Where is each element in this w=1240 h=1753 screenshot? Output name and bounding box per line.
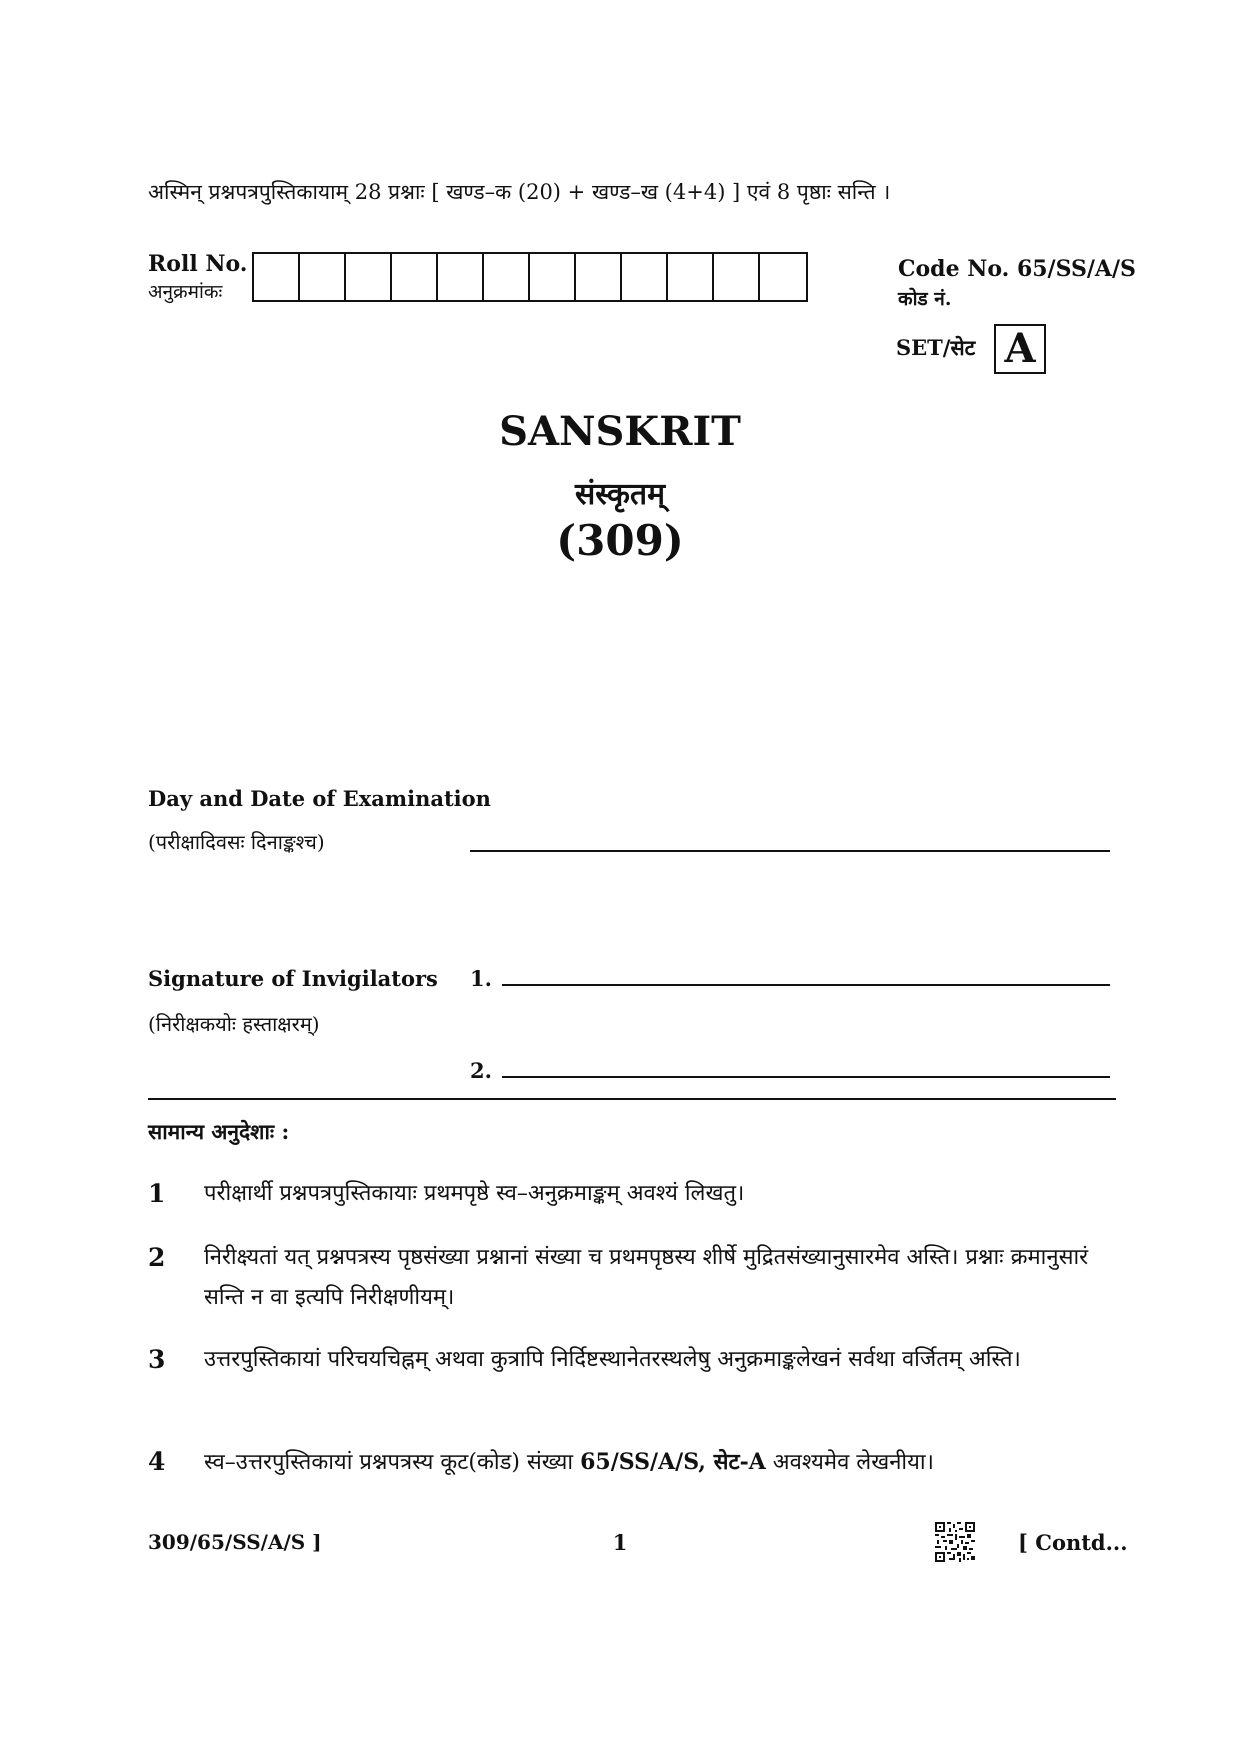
section-divider [148,1098,1116,1100]
instruction-text: उत्तरपुस्तिकायां परिचयचिह्नम् अथवा कुत्रापि निर्दिष्टस्थानेतरस्थलेषु अनुक्रमाङ्कलेखनं सर्वथा वर्जितम् अस्ति। [204,1347,1021,1372]
code-number-hi: कोड नं. [898,288,952,310]
invigilator-2-number: 2. [470,1058,492,1083]
qr-code-icon [935,1522,975,1562]
roll-digit-box[interactable] [484,254,530,300]
instruction-text-part: अवश्यमेव लेखनीया। [765,1450,934,1475]
instruction-text: निरीक्ष्यतां यत् प्रश्नपत्रस्य पृष्ठसंख्या प्रश्नानां संख्या च प्रथमपृष्ठस्य शीर्षे मुद्रितसंख्यानुसारमेव अस्ति। प्रश्नाः क्रमानुसारं सन्ति न वा इत्यपि निरीक्षणीयम्। [204,1245,1089,1310]
instruction-item [148,1238,1118,1318]
continued-label: [ Contd... [1018,1530,1128,1555]
roll-digit-box[interactable] [300,254,346,300]
invigilator-1-number: 1. [470,966,492,991]
instruction-text-part: स्व–उत्तरपुस्तिकायां प्रश्नपत्रस्य कूट(कोड) संख्या [204,1450,581,1475]
set-value-box: A [994,324,1046,374]
instruction-item [148,1174,1118,1214]
roll-number-label-hi: अनुक्रमांकः [148,281,223,303]
instruction-item [148,1442,1118,1483]
roll-digit-box[interactable] [438,254,484,300]
roll-digit-box[interactable] [668,254,714,300]
instruction-text [204,1442,1118,1483]
roll-digit-box[interactable] [530,254,576,300]
roll-number-label [148,250,247,306]
roll-number-label-en: Roll No. [148,251,248,277]
invigilator-1-signature-line[interactable] [502,984,1110,986]
invigilator-2-signature-line[interactable] [502,1076,1110,1078]
instruction-code-set: 65/SS/A/S, सेट-A [580,1449,766,1475]
instructions-title: सामान्य अनुदेशाः : [148,1119,290,1144]
code-number [898,254,1136,314]
subject-title-en: SANSKRIT [499,408,741,455]
invigilator-label-hi: (निरीक्षकयोः हस्ताक्षरम्) [148,1012,320,1036]
instruction-number: 2 [148,1243,166,1272]
exam-date-line[interactable] [470,850,1110,852]
roll-digit-box[interactable] [254,254,300,300]
roll-digit-box[interactable] [346,254,392,300]
roll-digit-box[interactable] [576,254,622,300]
exam-date-label-hi: (परीक्षादिवसः दिनाङ्कश्च) [148,830,325,854]
roll-digit-box[interactable] [392,254,438,300]
instruction-number: 3 [148,1345,166,1374]
instruction-number: 1 [148,1179,166,1208]
set-label: SET/सेट [896,335,976,360]
page-number: 1 [612,1530,628,1555]
roll-digit-box[interactable] [622,254,668,300]
roll-digit-box[interactable] [760,254,806,300]
subject-code: (309) [556,516,684,565]
instruction-text: परीक्षार्थी प्रश्नपत्रपुस्तिकायाः प्रथमपृष्ठे स्व–अनुक्रमाङ्कम् अवश्यं लिखतु। [204,1181,745,1206]
booklet-info-line: अस्मिन् प्रश्नपत्रपुस्तिकायाम् 28 प्रश्नाः [ खण्ड–क (20) + खण्ड–ख (4+4) ] एवं 8 पृष्ठाः सन्ति । [148,180,891,204]
exam-date-label-en: Day and Date of Examination [148,786,491,811]
invigilator-label-en: Signature of Invigilators [148,966,438,991]
subject-title-hi: संस्कृतम् [574,477,666,512]
instruction-item [148,1340,1118,1380]
roll-number-boxes[interactable] [252,252,808,302]
footer-paper-code: 309/65/SS/A/S ] [148,1530,322,1554]
roll-digit-box[interactable] [714,254,760,300]
code-number-en: Code No. 65/SS/A/S [898,256,1136,282]
instruction-number: 4 [148,1447,166,1476]
